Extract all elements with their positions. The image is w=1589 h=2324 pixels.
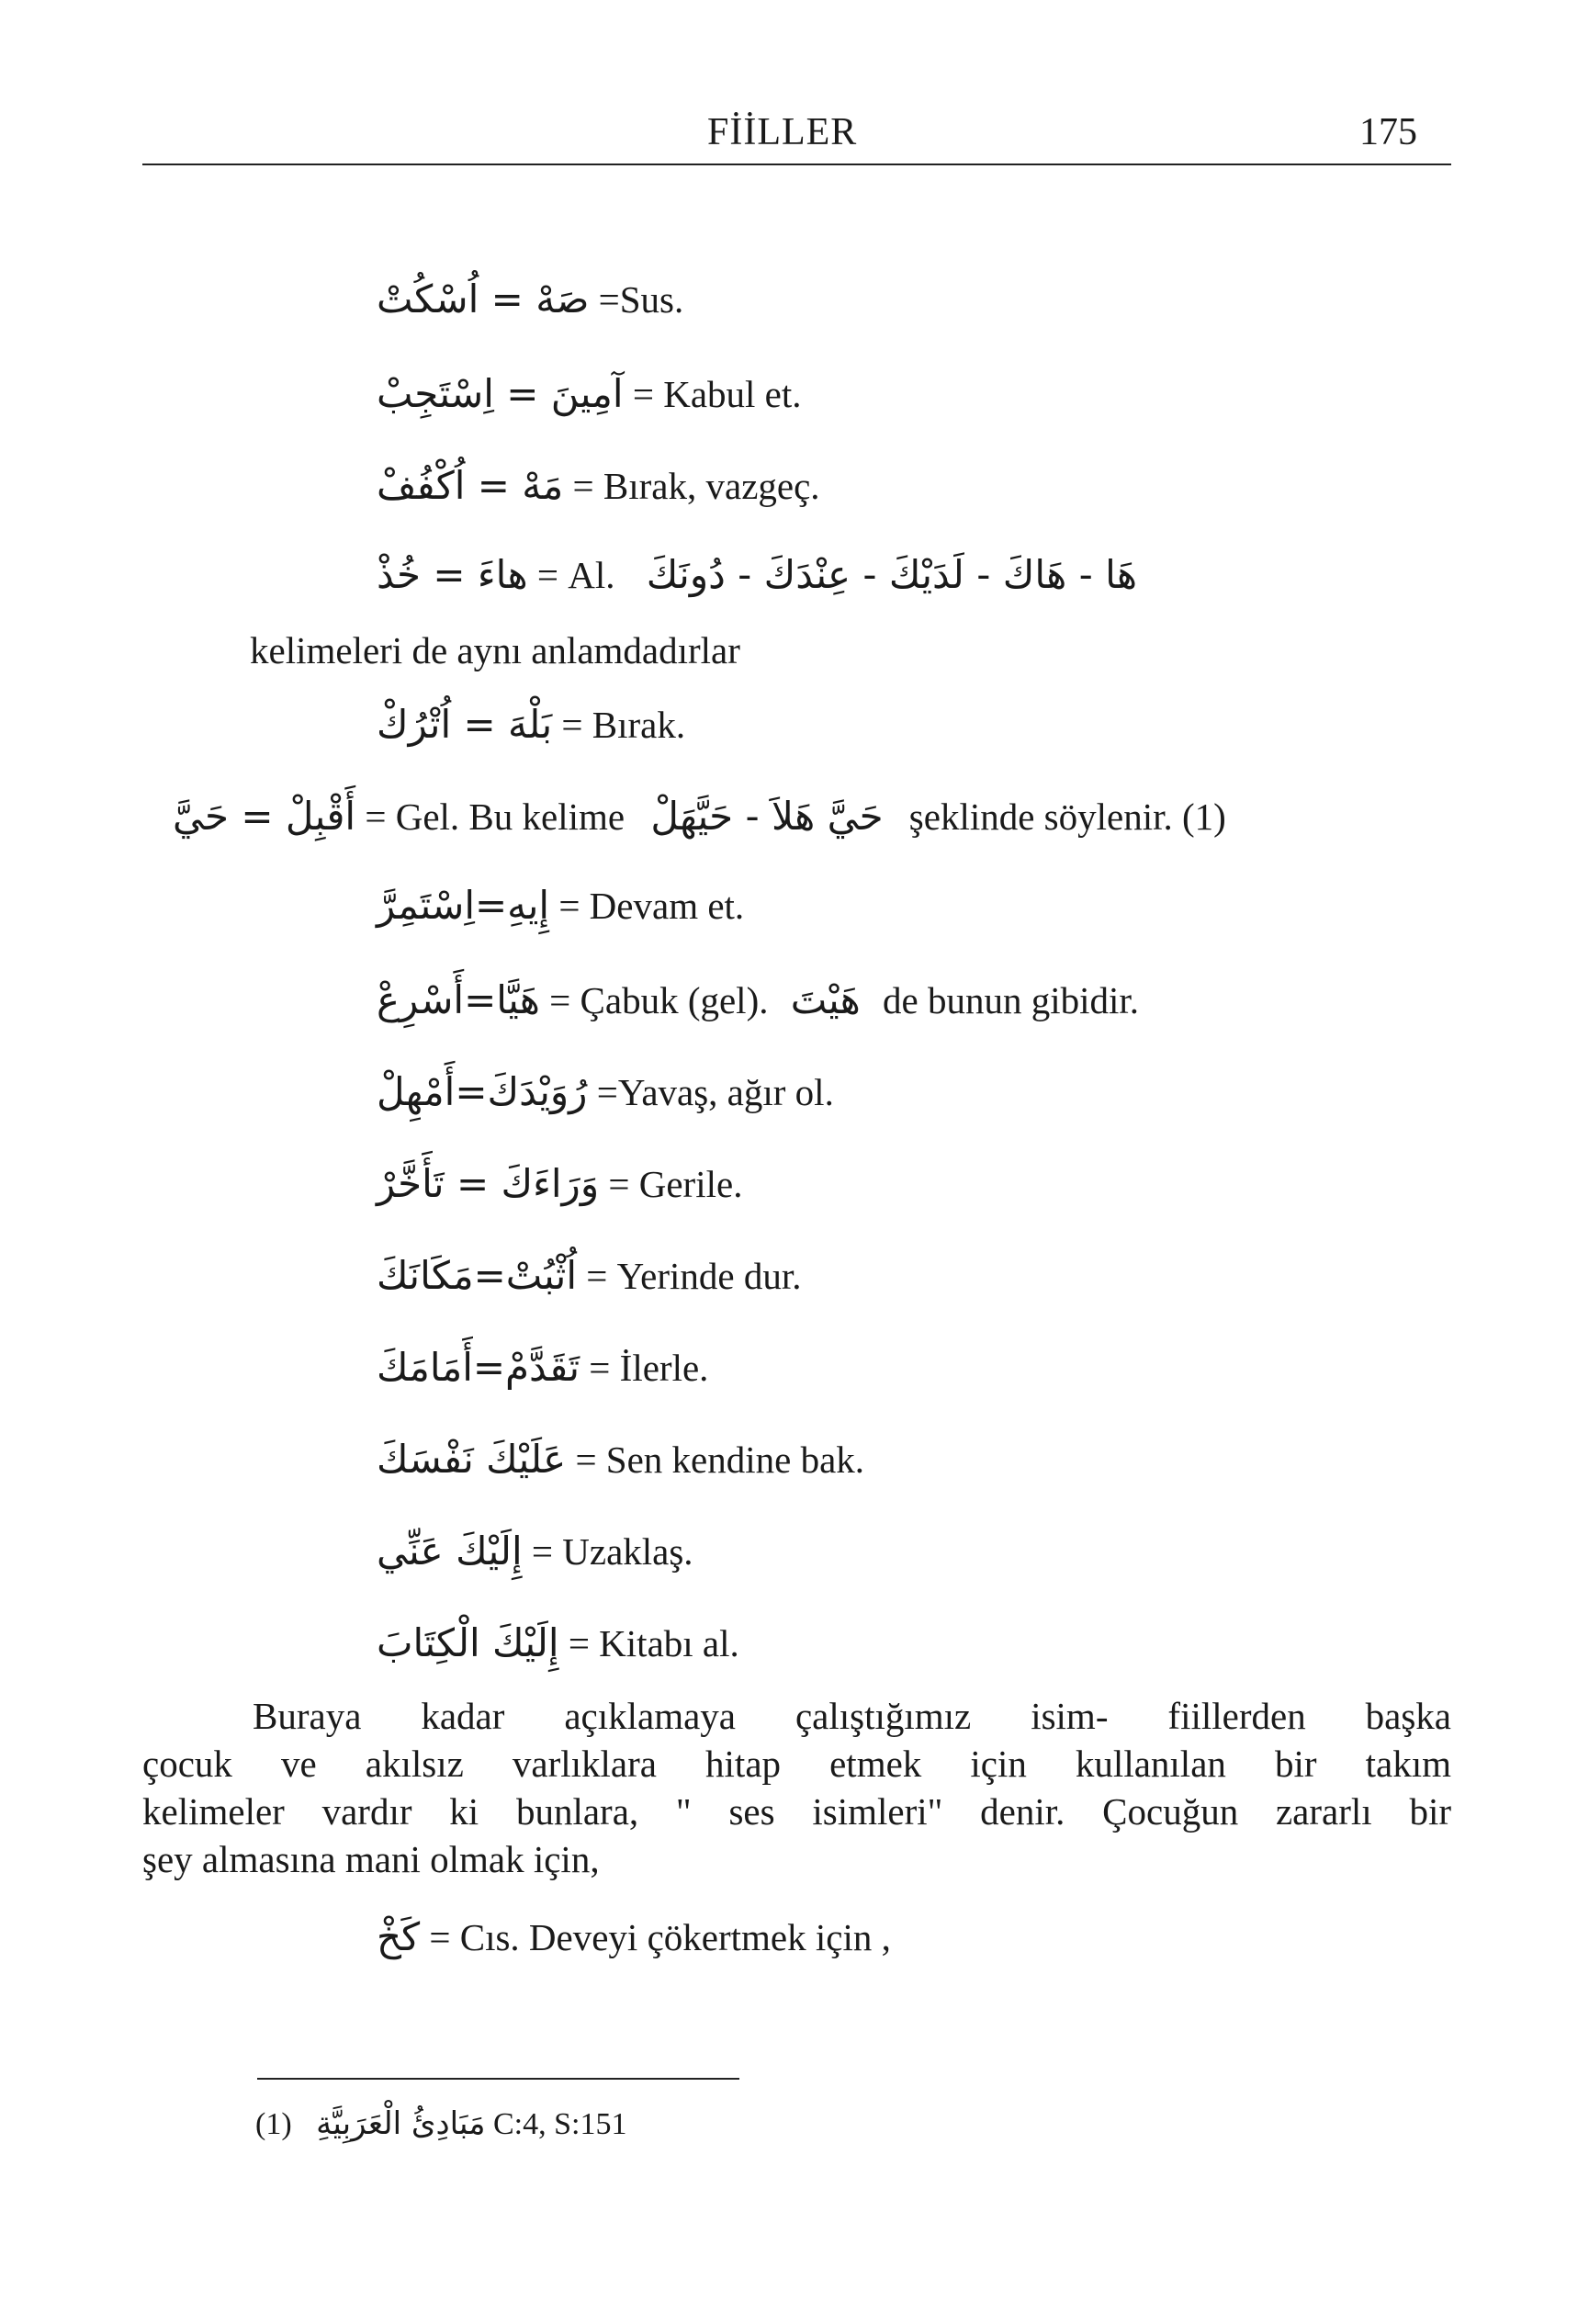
arabic-term: رُوَيْدَكَ=أَمْهِلْ (377, 1069, 588, 1114)
entry-al (377, 552, 1138, 597)
entry-yerinde-dur (377, 1253, 802, 1298)
entry-sus (377, 276, 684, 322)
footnote-reference: C:4, S:151 (492, 2107, 627, 2141)
paragraph-line: Buraya kadar açıklamaya çalıştığımız isim- fiillerden başka (253, 1695, 1451, 1737)
turkish-tail: şeklinde söylenir. (1) (908, 795, 1226, 838)
turkish-meaning: = Yerinde dur. (586, 1255, 802, 1297)
turkish-meaning: = Uzaklaş. (531, 1530, 693, 1573)
entry-devam-et (377, 883, 745, 928)
turkish-meaning: = Kitabı al. (568, 1622, 739, 1664)
turkish-meaning: = Al. (536, 554, 615, 596)
turkish-meaning: = Sen kendine bak. (575, 1438, 865, 1481)
turkish-meaning: = Gerile. (608, 1163, 743, 1205)
arabic-term: مَهْ = اُكْفُفْ (377, 463, 564, 508)
header-rule (142, 164, 1451, 165)
turkish-meaning: = Bırak. (561, 704, 686, 746)
footnote-marker: (1) (255, 2107, 292, 2141)
paragraph-line: çocuk ve akılsız varlıklara hitap etmek için kullanılan bir takım (142, 1743, 1451, 1785)
synonyms-note: kelimeleri de aynı anlamdadırlar (250, 629, 740, 671)
arabic-term: هاءَ = خُذْ (377, 552, 528, 597)
turkish-meaning: = Kabul et. (632, 373, 802, 415)
entry-ilerle (377, 1345, 709, 1390)
page-number: 175 (1359, 111, 1417, 153)
turkish-meaning: = Bırak, vazgeç. (572, 465, 820, 507)
turkish-tail: de bunun gibidir. (883, 979, 1140, 1021)
arabic-term: إِلَيْكَ الْكِتَابَ (377, 1620, 559, 1665)
body-paragraph (142, 1692, 1451, 1883)
footnote-source-title: مَبَادِئُ الْعَرَبِيَّةِ (316, 2105, 486, 2142)
turkish-meaning: =Sus. (598, 278, 684, 321)
entry-kabul-et (377, 371, 802, 416)
entry-gerile (377, 1161, 743, 1206)
paragraph-line: şey almasına mani olmak için, (142, 1838, 600, 1880)
running-header-title: FİİLLER (707, 111, 858, 153)
turkish-meaning: = Devam et. (558, 885, 745, 927)
turkish-meaning: = Gel. Bu kelime (365, 795, 625, 838)
footnote-rule (257, 2078, 739, 2080)
arabic-term: هَيَّا=أَسْرِعْ (377, 977, 540, 1022)
turkish-meaning: = Cıs. Deveyi çökertmek için , (429, 1916, 891, 1958)
entry-yavas (377, 1069, 834, 1114)
arabic-term: صَهْ = اُسْكُتْ (377, 276, 590, 322)
entry-cabuk (377, 977, 1140, 1022)
entry-gel (173, 794, 1226, 839)
arabic-term: وَرَاءَكَ = تَأَخَّرْ (377, 1161, 600, 1206)
entry-cis (377, 1914, 891, 1959)
arabic-term: عَلَيْكَ نَفْسَكَ (377, 1437, 567, 1482)
entry-birak (377, 702, 686, 747)
entry-birak-vazgec (377, 463, 820, 508)
arabic-term: آمِينَ = اِسْتَجِبْ (377, 371, 624, 416)
turkish-meaning: = İlerle. (589, 1347, 709, 1389)
entry-kitabi-al (377, 1620, 739, 1665)
paragraph-line: kelimeler vardır ki bunlara, " ses isimleri" denir. Çocuğun zararlı bir (142, 1790, 1451, 1833)
arabic-term: إِيهِ=اِسْتَمِرَّ (377, 883, 550, 928)
arabic-variants: حَيَّ هَلاَ - حَيَّهَلْ (650, 794, 884, 839)
arabic-term: بَلْهَ = اُتْرُكْ (377, 702, 553, 747)
entry-uzaklas (377, 1529, 693, 1574)
arabic-term: أَقْبِلْ = حَيَّ (173, 794, 356, 839)
arabic-variant: هَيْتَ (790, 977, 861, 1022)
turkish-meaning: = Çabuk (gel). (549, 979, 769, 1021)
turkish-meaning: =Yavaş, ağır ol. (596, 1071, 834, 1113)
footnote (255, 2105, 626, 2142)
arabic-synonyms: هَا - هَاكَ - لَدَيْكَ - عِنْدَكَ - دُونَكَ (646, 552, 1138, 597)
arabic-term: تَقَدَّمْ=أَمَامَكَ (377, 1345, 580, 1390)
arabic-term: كَخْ (377, 1914, 421, 1959)
entry-kendine-bak (377, 1437, 865, 1482)
arabic-term: إِلَيْكَ عَنِّي (377, 1529, 523, 1574)
arabic-term: اُثْبُتْ=مَكَانَكَ (377, 1253, 578, 1298)
